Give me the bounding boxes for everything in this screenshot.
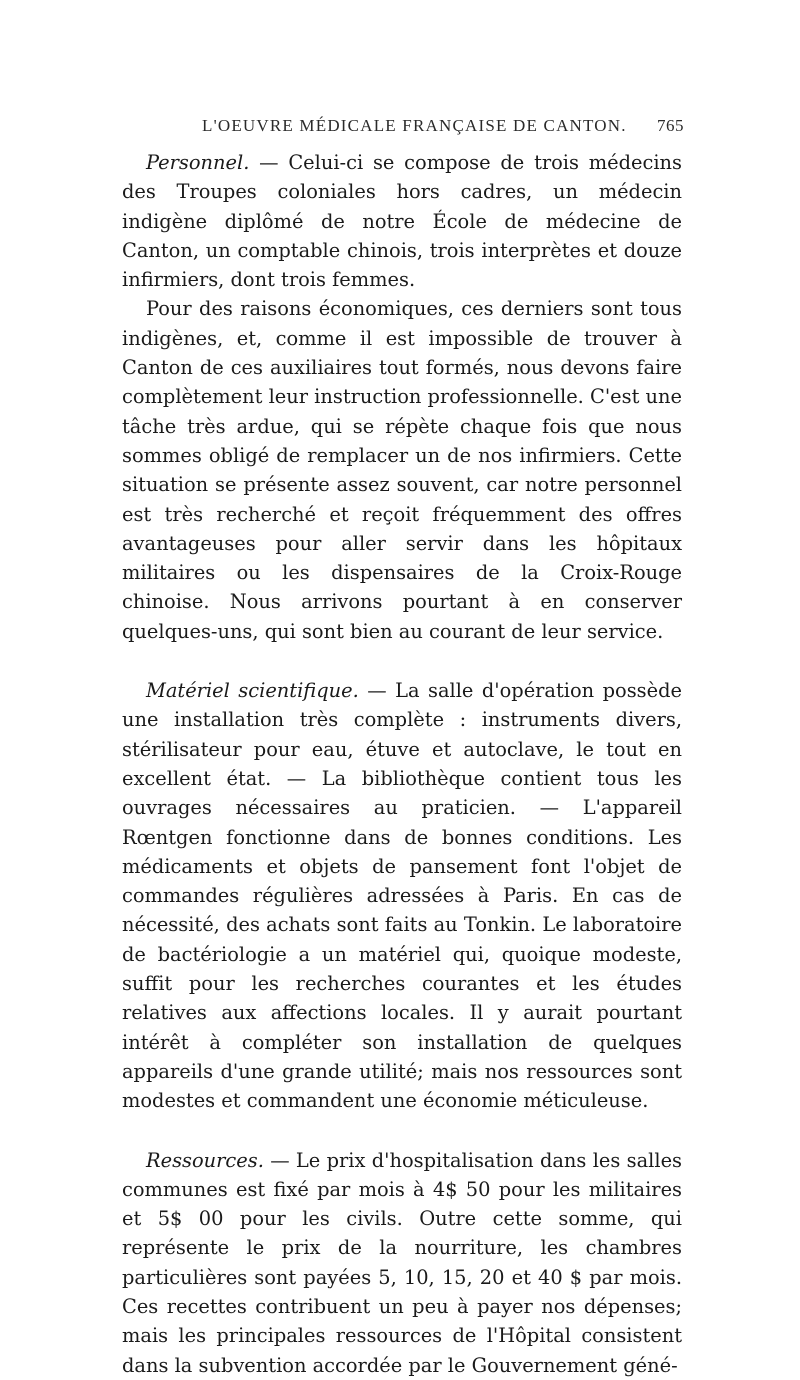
paragraph-materiel-scientifique — [122, 676, 682, 1115]
paragraph-text: — La salle d'opération possède une installation très complète : instruments divers, stérilisateur pour eau, étuve et autoclave, le tout en excellent état. — La bibliothèque contient tous les ouvrages nécessaires au praticien. — L'appareil Rœntgen fonctionne dans de bonnes conditions. Les médicaments et objets de pansement font l'objet de commandes régulières adressées à Paris. En cas de nécessité, des achats sont faits au Tonkin. Le laboratoire de bactériologie a un matériel qui, quoique modeste, suffit pour les recherches courantes et les études relatives aux affections locales. Il y aurait pourtant intérêt à compléter son installation de quelques appareils d'une grande utilité; mais nos ressources sont modestes et commandent une économie méticuleuse. — [122, 679, 682, 1113]
paragraph-text: Pour des raisons économiques, ces derniers sont tous indigènes, et, comme il est impossible de trouver à Canton de ces auxiliaires tout formés, nous devons faire complètement leur instruction professionnelle. C'est une tâche très ardue, qui se répète chaque fois que nous sommes obligé de remplacer un de nos infirmiers. Cette situation se présente assez souvent, car notre personnel est très recherché et reçoit fréquemment des offres avantageuses pour aller servir dans les hôpitaux militaires ou les dispensaires de la Croix-Rouge chinoise. Nous arrivons pourtant à en conserver quelques-uns, qui sont bien au courant de leur service. — [122, 297, 682, 643]
paragraph-personnel-continued — [122, 294, 682, 646]
section-lead-ressources: Ressources. — [146, 1148, 264, 1172]
running-title: L'OEUVRE MÉDICALE FRANÇAISE DE CANTON. — [202, 116, 627, 135]
running-head — [122, 112, 682, 142]
page-number: 765 — [657, 116, 684, 135]
paragraph-ressources — [122, 1146, 682, 1380]
section-lead-materiel: Matériel scientifique. — [146, 679, 359, 703]
paragraph-text: — Le prix d'hospitalisation dans les salles communes est fixé par mois à 4$ 50 pour les militaires et 5$ 00 pour les civils. Outre cette somme, qui représente le prix de la nourriture, les chambres particulières sont payées 5, 10, 15, 20 et 40 $ par mois. Ces recettes contribuent un peu à payer nos dépenses; mais les principales ressources de l'Hôpital consistent dans la subvention accordée par le Gouvernement géné- — [122, 1148, 682, 1377]
section-lead-personnel: Personnel. — [146, 151, 250, 174]
paragraph-personnel — [122, 148, 682, 294]
paragraph-text: — Celui-ci se compose de trois médecins des Troupes coloniales hors cadres, un médecin indigène diplômé de notre École de médecine de Canton, un comptable chinois, trois interprètes et douze infirmiers, dont trois femmes. — [122, 151, 682, 292]
book-page — [122, 112, 682, 1380]
